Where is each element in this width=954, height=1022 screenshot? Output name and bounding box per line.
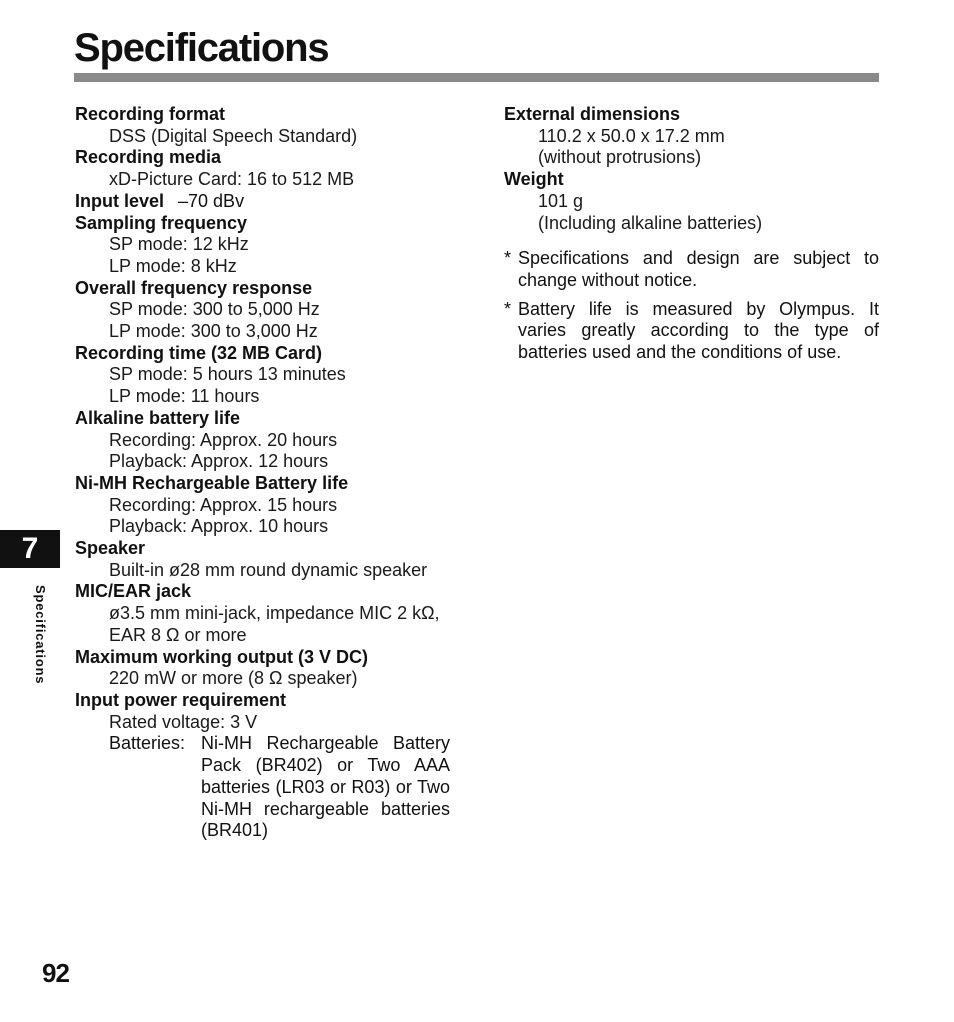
chapter-tab	[0, 530, 60, 568]
spec-value-recording-media: xD-Picture Card: 16 to 512 MB	[109, 169, 355, 190]
spec-label-speaker: Speaker	[75, 538, 146, 559]
spec-label-max-output: Maximum working output (3 V DC)	[75, 646, 369, 667]
title-rule	[74, 73, 879, 82]
chapter-number: 7	[21, 532, 39, 565]
spec-value-frequency-sp: SP mode: 300 to 5,000 Hz	[109, 299, 320, 320]
spec-label-input-level: Input level	[75, 190, 165, 211]
spec-value-sampling-sp: SP mode: 12 kHz	[109, 234, 249, 255]
spec-label-frequency-response: Overall frequency response	[75, 277, 313, 298]
spec-value-recording-format: DSS (Digital Speech Standard)	[109, 125, 358, 146]
spec-value-alkaline-playback: Playback: Approx. 12 hours	[109, 451, 329, 472]
spec-value-mic-jack: ø3.5 mm mini-jack, impedance MIC 2 kΩ,	[109, 603, 440, 624]
spec-label-batteries: Batteries:	[109, 733, 186, 754]
spec-value-dimensions: 110.2 x 50.0 x 17.2 mm	[538, 125, 725, 146]
footnote	[504, 299, 879, 364]
spec-value-rated-voltage: Rated voltage: 3 V	[109, 711, 258, 732]
spec-row-input-level	[75, 191, 450, 213]
page-number: 92	[42, 958, 69, 988]
right-spec-column	[504, 104, 879, 371]
spec-value-input-level: –70 dBv	[178, 190, 245, 211]
left-spec-column	[75, 104, 450, 842]
spec-value-nimh-recording: Recording: Approx. 15 hours	[109, 494, 338, 515]
spec-row-batteries	[75, 733, 450, 842]
spec-value-batteries: Ni-MH Rechargeable Battery Pack (BR402) or Two AAA batteries (LR03 or R03) or Two Ni-MH rechargeable batteries (BR401)	[201, 733, 450, 841]
footnote-text: Battery life is measured by Olympus. It varies greatly according to the type of batteries used and the conditions of use.	[518, 298, 879, 363]
spec-label-alkaline-battery: Alkaline battery life	[75, 407, 241, 428]
footnote-asterisk: *	[504, 248, 512, 269]
spec-value-ear-jack: EAR 8 Ω or more	[109, 624, 247, 645]
spec-label-recording-format: Recording format	[75, 104, 226, 124]
spec-value-alkaline-recording: Recording: Approx. 20 hours	[109, 429, 338, 450]
spec-label-mic-ear-jack: MIC/EAR jack	[75, 581, 192, 602]
spec-label-power-requirement: Input power requirement	[75, 689, 287, 710]
spec-label-external-dimensions: External dimensions	[504, 104, 681, 124]
footnote-text: Specifications and design are subject to change without notice.	[518, 248, 879, 290]
spec-value-weight-note: (Including alkaline batteries)	[538, 212, 763, 233]
spec-value-recording-time-lp: LP mode: 11 hours	[109, 386, 260, 407]
spec-label-nimh-battery: Ni-MH Rechargeable Battery life	[75, 472, 349, 493]
spec-value-frequency-lp: LP mode: 300 to 3,000 Hz	[109, 321, 318, 342]
spec-value-dimensions-note: (without protrusions)	[538, 147, 702, 168]
footnote-asterisk: *	[504, 298, 512, 319]
spec-value-recording-time-sp: SP mode: 5 hours 13 minutes	[109, 364, 346, 385]
spec-value-speaker: Built-in ø28 mm round dynamic speaker	[109, 559, 428, 580]
footnotes	[504, 248, 879, 364]
spec-value-weight: 101 g	[538, 190, 584, 211]
spec-label-sampling-frequency: Sampling frequency	[75, 212, 248, 233]
footnote	[504, 248, 879, 291]
spec-value-nimh-playback: Playback: Approx. 10 hours	[109, 516, 329, 537]
spec-value-max-output: 220 mW or more (8 Ω speaker)	[109, 668, 358, 689]
spec-label-recording-time: Recording time (32 MB Card)	[75, 342, 323, 363]
chapter-side-label: Specifications	[33, 585, 48, 685]
spec-value-sampling-lp: LP mode: 8 kHz	[109, 255, 237, 276]
spec-label-weight: Weight	[504, 169, 564, 190]
spec-label-recording-media: Recording media	[75, 147, 222, 168]
page-title: Specifications	[74, 26, 329, 70]
